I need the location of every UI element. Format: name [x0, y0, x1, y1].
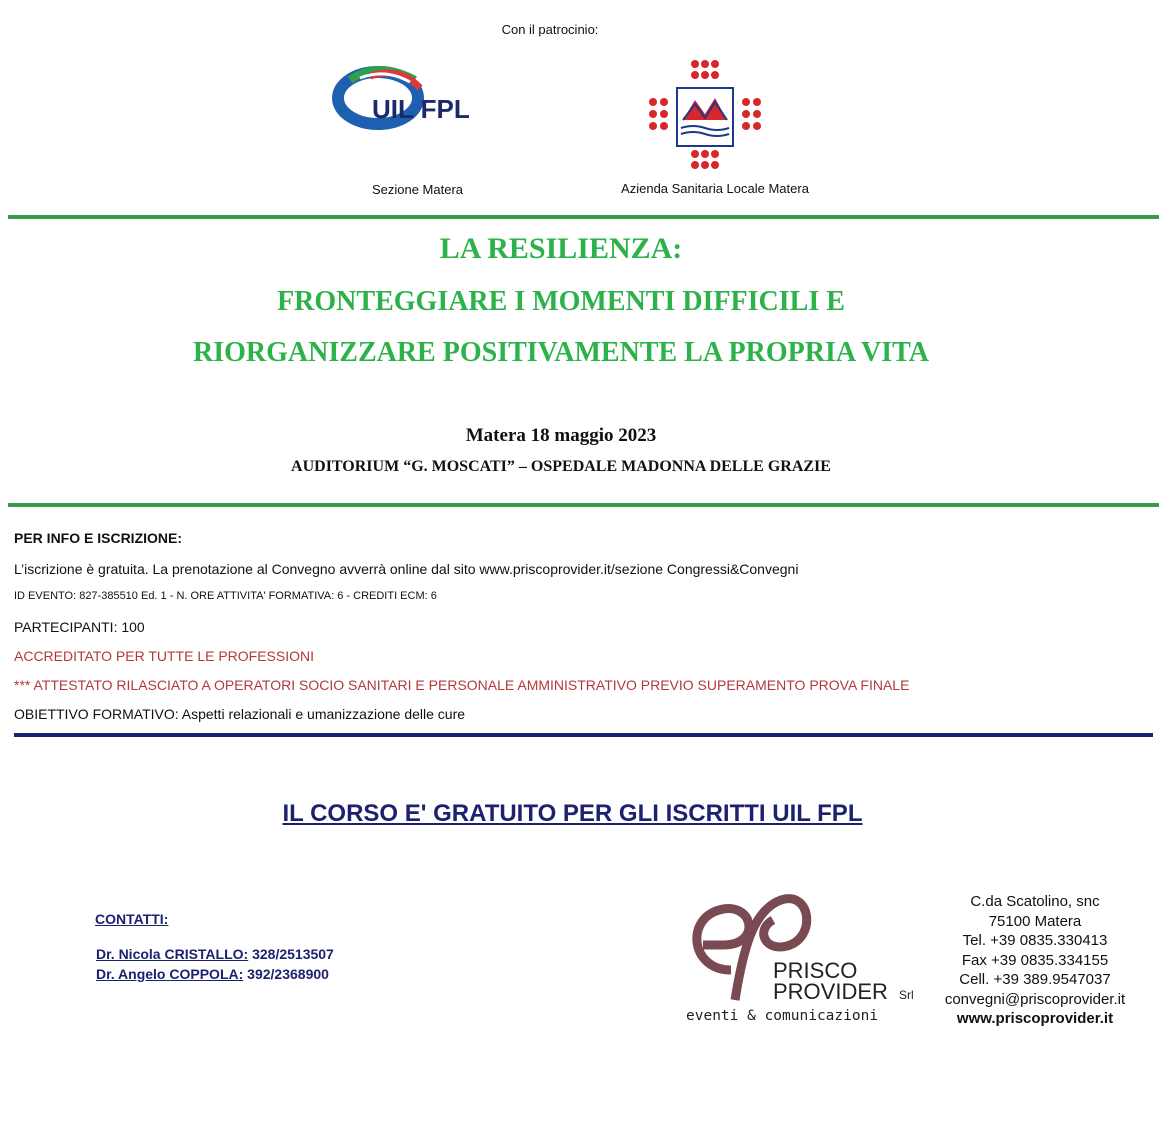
- uil-fpl-logo: [330, 58, 500, 148]
- info-partecipanti: PARTECIPANTI: 100: [14, 619, 145, 635]
- prisco-provider-logo: [683, 890, 923, 1030]
- provider-cell: Cell. +39 389.9547037: [959, 971, 1111, 988]
- contact-name: Dr. Nicola CRISTALLO:: [96, 946, 249, 962]
- contact-item: [96, 966, 329, 982]
- provider-website[interactable]: www.priscoprovider.it: [956, 1010, 1114, 1027]
- divider-navy: [14, 733, 1153, 737]
- contact-phone: 328/2513507: [248, 946, 334, 962]
- info-heading: PER INFO E ISCRIZIONE:: [14, 530, 183, 546]
- contact-name: Dr. Angelo COPPOLA:: [96, 966, 244, 982]
- address-line-2: 75100 Matera: [988, 912, 1082, 930]
- provider-email[interactable]: convegni@priscoprovider.it: [944, 990, 1126, 1008]
- uil-logo-text: UIL FPL: [372, 94, 470, 124]
- contact-item: [96, 946, 334, 962]
- title-line-3: RIORGANIZZARE POSITIVAMENTE LA PROPRIA VITA: [193, 337, 929, 368]
- contacts-heading: CONTATTI:: [95, 911, 169, 927]
- event-date: Matera 18 maggio 2023: [465, 425, 657, 446]
- info-iscrizione: L’iscrizione è gratuita. La prenotazione al Convegno avverrà online dal sito www.priscoprovider.it/sezione Congressi&Convegni: [14, 561, 799, 577]
- title-line-2: FRONTEGGIARE I MOMENTI DIFFICILI E: [277, 286, 845, 317]
- prisco-logo-tagline: eventi & comunicazioni: [686, 1008, 879, 1024]
- uil-caption: Sezione Matera: [371, 182, 464, 197]
- divider-top: [8, 215, 1159, 219]
- event-venue: AUDITORIUM “G. MOSCATI” – OSPEDALE MADONNA DELLE GRAZIE: [291, 458, 831, 475]
- info-accreditato: ACCREDITATO PER TUTTE LE PROFESSIONI: [14, 648, 315, 664]
- prisco-logo-line1: PRISCO: [773, 958, 858, 983]
- provider-address-block: [930, 892, 1140, 1029]
- provider-fax: Fax +39 0835.334155: [961, 951, 1109, 969]
- patrocinio-label: Con il patrocinio:: [501, 22, 599, 37]
- info-id-evento: ID EVENTO: 827-385510 Ed. 1 - N. ORE ATTIVITA' FORMATIVA: 6 - CREDITI ECM: 6: [14, 590, 437, 602]
- asl-caption: Azienda Sanitaria Locale Matera: [621, 181, 809, 196]
- prisco-logo-srl: Srl: [899, 988, 914, 1002]
- provider-tel: Tel. +39 0835.330413: [962, 932, 1108, 949]
- contact-phone: 392/2368900: [243, 966, 329, 982]
- prisco-logo-line2: PROVIDER: [773, 979, 888, 1004]
- info-obiettivo: OBIETTIVO FORMATIVO: Aspetti relazionali e umanizzazione delle cure: [14, 706, 466, 722]
- info-attestato: *** ATTESTATO RILASCIATO A OPERATORI SOCIO SANITARI E PERSONALE AMMINISTRATIVO PREVIO SUPERAMENTO PROVA FINALE: [14, 677, 910, 693]
- address-line-1: C.da Scatolino, snc: [970, 893, 1100, 910]
- divider-middle: [8, 503, 1159, 507]
- title-line-1: LA RESILIENZA:: [439, 232, 683, 265]
- free-course-banner: IL CORSO E' GRATUITO PER GLI ISCRITTI UIL FPL: [282, 800, 863, 827]
- asl-matera-logo: [645, 58, 765, 176]
